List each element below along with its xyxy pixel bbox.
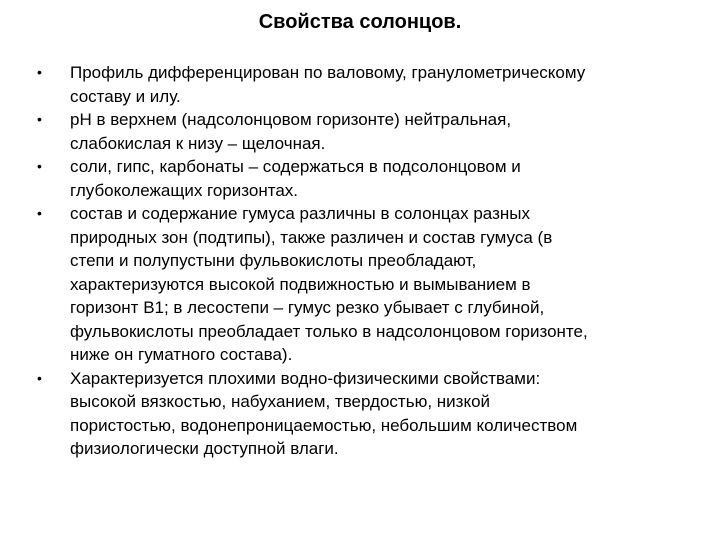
text-line: слабокислая к низу – щелочная. <box>70 133 326 153</box>
text-line: пористостью, водонепроницаемостью, небольшим количеством <box>70 415 578 435</box>
text-line: фульвокислоты преобладает только в надсолонцовом горизонте, <box>70 321 588 341</box>
bullet-item-5 <box>0 367 720 461</box>
text-line: рН в верхнем (надсолонцовом горизонте) нейтральная, <box>70 110 512 129</box>
text-line: составу и илу. <box>70 86 181 106</box>
bullet-item-4 <box>0 202 720 367</box>
text-line: степи и полупустыни фульвокислоты преобладают, <box>70 251 477 270</box>
text-line: состав и содержание гумуса различны в солонцах разных <box>70 204 530 223</box>
bullet-item-1 <box>0 61 720 108</box>
text-line: природных зон (подтипы), также различен и состав гумуса (в <box>70 227 553 247</box>
bullet-dot-icon: • <box>37 111 42 127</box>
bullet-dot-icon: • <box>37 158 42 174</box>
text-line: Характеризуется плохими водно-физическими свойствами: <box>70 368 541 388</box>
bullet-text <box>70 367 700 461</box>
bullet-dot-icon: • <box>37 369 42 386</box>
bullet-item-2 <box>0 108 720 155</box>
slide-title: Свойства солонцов. <box>258 11 462 33</box>
bullet-item-3 <box>0 155 720 202</box>
bullet-list <box>0 61 720 461</box>
text-line: физиологически доступной влаги. <box>70 439 339 458</box>
text-line: соли, гипс, карбонаты – содержаться в подсолонцовом и <box>70 157 521 176</box>
bullet-text <box>70 155 700 202</box>
text-line: Профиль дифференцирован по валовому, гранулометрическому <box>70 63 586 82</box>
bullet-dot-icon: • <box>37 64 42 80</box>
bullet-text <box>70 108 700 155</box>
text-line: характеризуются высокой подвижностью и вымыванием в <box>70 274 531 294</box>
text-line: горизонт В1; в лесостепи – гумус резко убывает с глубиной, <box>70 298 545 317</box>
bullet-text <box>70 61 700 108</box>
bullet-text <box>70 202 700 367</box>
text-line: глубоколежащих горизонтах. <box>70 180 299 200</box>
text-line: ниже он гуматного состава). <box>70 345 293 364</box>
bullet-dot-icon: • <box>37 205 42 221</box>
text-line: высокой вязкостью, набуханием, твердостью, низкой <box>70 392 491 411</box>
